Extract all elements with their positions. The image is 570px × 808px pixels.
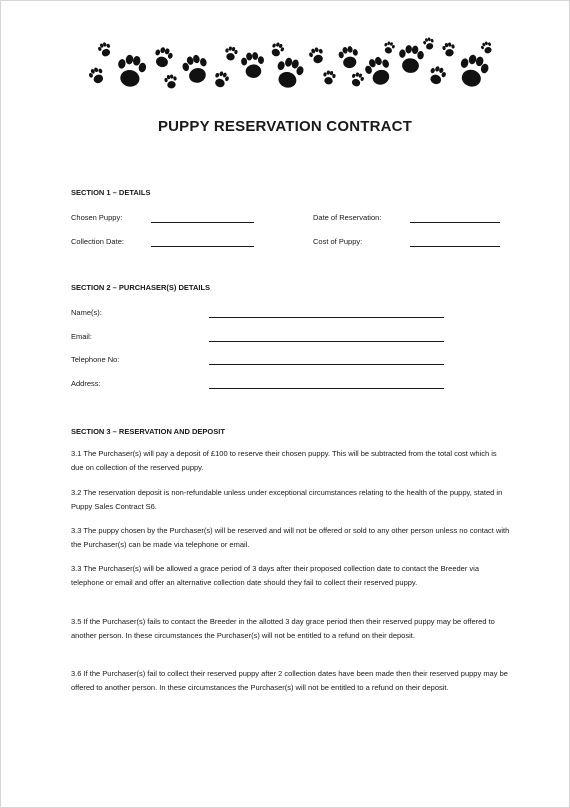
collection-date-label: Collection Date: [71, 237, 124, 246]
paw-print-icon [87, 65, 106, 85]
telephone-field[interactable] [209, 364, 444, 365]
paw-print-icon [442, 42, 457, 58]
paw-print-icon [349, 71, 365, 88]
clause-3-3: 3.3 The puppy chosen by the Purchaser(s) will be reserved and will not be offered or sold to any other person unless no contact with the Purchaser(s) can be made via telephone or email. [71, 526, 510, 549]
email-label: Email: [71, 332, 92, 341]
paw-print-icon [308, 46, 327, 66]
section-1-heading: SECTION 1 – DETAILS [71, 188, 151, 197]
chosen-puppy-label: Chosen Puppy: [71, 213, 123, 222]
paw-print-icon [362, 54, 395, 88]
paw-print-icon [224, 46, 239, 62]
address-field[interactable] [209, 388, 444, 389]
cost-of-puppy-field[interactable] [410, 246, 500, 247]
email-field[interactable] [209, 341, 444, 342]
paw-print-icon [456, 52, 491, 90]
section-2-heading: SECTION 2 – PURCHASER(S) DETAILS [71, 283, 211, 292]
paw-print-icon [480, 40, 495, 55]
paw-print-icon [269, 41, 286, 59]
names-field[interactable] [209, 317, 444, 318]
paw-print-icon [322, 70, 337, 86]
clause-3-2: 3.2 The reservation deposit is non-refundable unless under exceptional circumstances relating to the health of the puppy, stated in Puppy Sales Contract S6. [71, 488, 503, 511]
clause-3-1: 3.1 The Purchaser(s) will pay a deposit of £100 to reserve their chosen puppy. This will be subtracted from the total cost which is due on collection of the reserved puppy. [71, 449, 497, 472]
chosen-puppy-field[interactable] [151, 222, 254, 223]
paw-print-icon [152, 46, 174, 70]
paw-print-icon [382, 41, 395, 55]
date-of-reservation-label: Date of Reservation: [313, 213, 382, 222]
names-label: Name(s): [71, 308, 102, 317]
paw-print-icon [422, 37, 435, 51]
paw-print-banner [81, 36, 501, 96]
date-of-reservation-field[interactable] [410, 222, 500, 223]
paw-print-icon [427, 64, 448, 86]
paw-print-icon [180, 53, 211, 86]
clause-3-4: 3.3 The Purchaser(s) will be allowed a grace period of 3 days after their proposed collection date to contact the Breeder via telephone or email and offer an alternative collection date should they fail to collect their reserved puppy. [71, 564, 480, 587]
paw-print-icon [273, 55, 306, 90]
telephone-label: Telephone No: [71, 355, 120, 364]
address-label: Address: [71, 379, 101, 388]
paw-print-icon [97, 41, 113, 58]
section-3-heading: SECTION 3 – RESERVATION AND DEPOSIT [71, 427, 225, 436]
paw-print-icon [398, 44, 425, 74]
page-title: PUPPY RESERVATION CONTRACT [157, 118, 413, 135]
paw-print-icon [115, 53, 148, 89]
cost-of-puppy-label: Cost of Puppy: [313, 237, 363, 246]
paw-print-icon [240, 51, 265, 79]
paw-print-icon [164, 74, 179, 90]
paw-print-icon [212, 70, 231, 90]
clause-3-5: 3.5 If the Purchaser(s) fails to contact the Breeder in the allotted 3 day grace period then their reserved puppy may be offered to another person. In these circumstances the Purchaser(s) will not be entitled to a refund on their deposit. [71, 617, 495, 640]
clause-3-6: 3.6 If the Purchaser(s) fail to collect their reserved puppy after 2 collection dates have been made then their reserved puppy may be offered to another person. In these circumstances the Purchaser(s) will not be entitled to a refund on their deposit. [71, 669, 508, 692]
paw-print-icon [337, 45, 360, 70]
collection-date-field[interactable] [151, 246, 254, 247]
